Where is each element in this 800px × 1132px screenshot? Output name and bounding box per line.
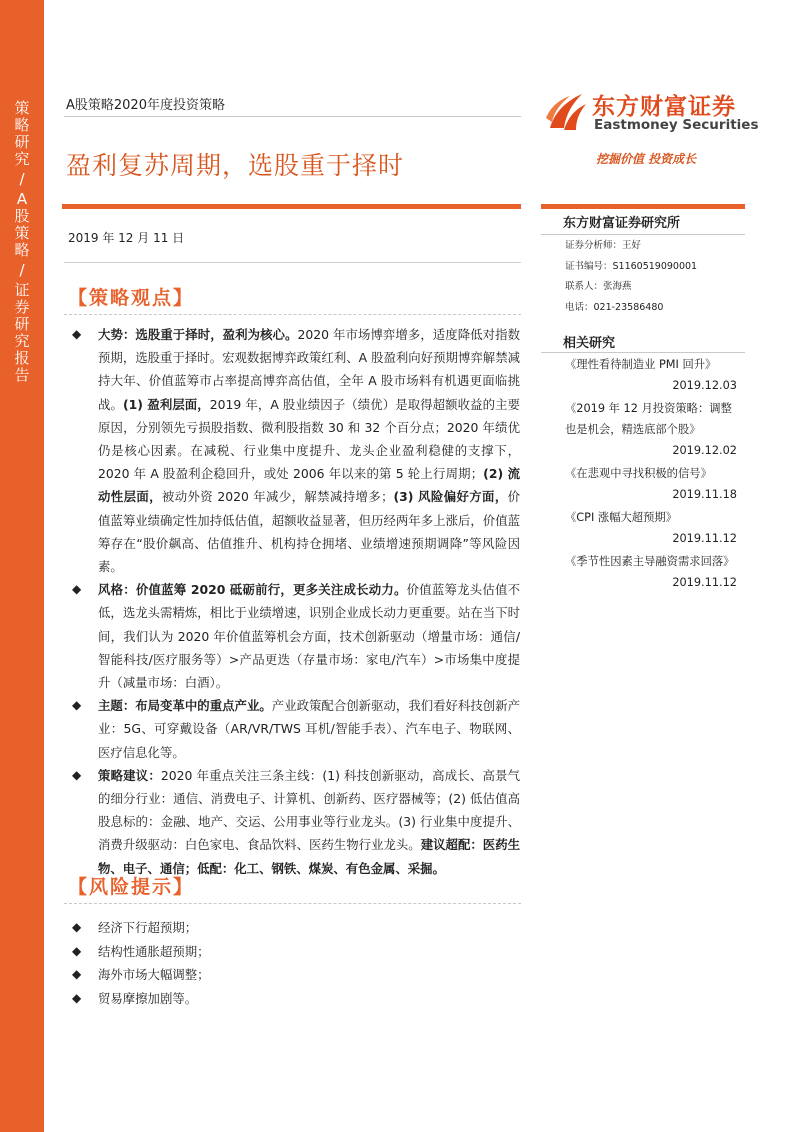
side-char: 告 xyxy=(14,366,30,384)
related-title[interactable]: 《CPI 涨幅大超预期》 xyxy=(565,511,677,524)
list-item xyxy=(72,963,520,987)
bullet-text: 2020 年市场博弈增多，适度降低对指数预期，选股重于择时。宏观数据博弈政策红利、A 股盈利向好预期博弈解禁减持大年、价值蓝筹市占率提高博弈高估值，全年 A 股市场料有机遇更面临挑战。 xyxy=(98,327,520,412)
list-item xyxy=(72,940,520,964)
bullet-text: 价值蓝筹业绩确定性加持低估值，超额收益显著，但历经两年多上涨后，价值蓝筹存在“股价飙高、估值推升、机构持仓拥堵、业绩增速预期调降”等风险因素。 xyxy=(98,489,520,575)
risk-text: 贸易摩擦加剧等。 xyxy=(98,990,198,1006)
bullet-text: 价值蓝筹龙头估值不低，选龙头需精炼，相比于业绩增速，识别企业成长动力更重要。站在当下时间，我们认为 2020 年价值蓝筹机会方面，技术创新驱动（增量市场：通信/智能科技/医疗服务等）>产品更迭（存量市场：家电/汽车）>市场集中度提升（减量市场：白酒）。 xyxy=(98,582,521,691)
list-item xyxy=(72,764,520,880)
side-char: 股 xyxy=(14,207,30,225)
side-char: 研 xyxy=(14,315,30,333)
institute-name: 东方财富证券研究所 xyxy=(563,216,681,231)
diamond-bullet-icon: ◆ xyxy=(72,767,82,782)
risk-list xyxy=(72,916,520,1010)
side-char: 研 xyxy=(14,133,30,151)
bullet-lead: (1) 盈利层面， xyxy=(122,396,210,412)
diamond-bullet-icon: ◆ xyxy=(72,990,82,1005)
list-item[interactable] xyxy=(565,507,743,549)
related-research-list xyxy=(565,354,743,595)
list-item[interactable] xyxy=(565,354,743,396)
diamond-bullet-icon: ◆ xyxy=(72,582,82,597)
bullet-text: 2020 年重点关注三条主线：(1) 科技创新驱动，高成长、高景气的细分行业：通信、消费电子、计算机、创新药、医疗器械等；(2) 低估值高股息标的：金融、地产、交运、公用事业等行业龙头。(3) 行业集中度提升、消费升级驱动：白色家电、食品饮料、医药生物行业龙头。 xyxy=(98,767,520,853)
brand-name-cn: 东方财富证券 xyxy=(592,94,736,120)
list-item xyxy=(72,578,520,694)
related-research-title: 相关研究 xyxy=(563,336,616,351)
report-subtitle: A股策略2020年度投资策略 xyxy=(66,98,225,113)
risk-text: 结构性通胀超预期； xyxy=(98,943,210,959)
risk-text: 经济下行超预期； xyxy=(98,920,198,935)
accent-bar xyxy=(541,204,745,209)
risk-text: 海外市场大幅调整； xyxy=(98,967,210,982)
divider xyxy=(541,234,745,235)
related-date: 2019.12.02 xyxy=(672,444,737,457)
brand-slogan: 挖掘价值 投资成长 xyxy=(596,152,697,166)
diamond-bullet-icon: ◆ xyxy=(72,698,82,713)
flame-logo-icon xyxy=(544,88,588,134)
bullet-text: 被动外资 2020 年减少，解禁减持增多； xyxy=(161,489,394,505)
section-title-strategy: 【策略观点】 xyxy=(68,287,195,309)
side-char: 报 xyxy=(14,349,30,367)
bullet-lead: (3) 风险偏好方面， xyxy=(393,489,508,505)
report-title: 盈利复苏周期，选股重于择时 xyxy=(66,151,405,180)
side-char: 券 xyxy=(14,298,30,316)
side-char: 究 xyxy=(14,150,30,168)
related-date: 2019.12.03 xyxy=(672,379,737,392)
side-char: / xyxy=(19,170,25,188)
phone: 电话：021-23586480 xyxy=(565,301,664,313)
report-date: 2019 年 12 月 11 日 xyxy=(68,231,185,245)
diamond-bullet-icon: ◆ xyxy=(72,967,82,981)
related-date: 2019.11.18 xyxy=(672,488,737,501)
bullet-lead: 策略建议： xyxy=(98,767,161,783)
bullet-text: 产业政策配合创新驱动，我们看好科技创新产业：5G、可穿戴设备（AR/VR/TWS 耳机/智能手表）、汽车电子、物联网、医疗信息化等。 xyxy=(98,698,521,760)
related-title[interactable]: 《在悲观中寻找积极的信号》 xyxy=(565,467,712,480)
diamond-bullet-icon: ◆ xyxy=(72,943,82,958)
list-item[interactable] xyxy=(565,463,743,505)
list-item[interactable] xyxy=(565,398,743,461)
list-item xyxy=(72,987,520,1011)
list-item xyxy=(72,323,520,578)
list-item[interactable] xyxy=(565,551,743,593)
side-vertical-label xyxy=(10,100,34,384)
divider xyxy=(64,314,521,315)
side-char: / xyxy=(19,261,25,279)
list-item xyxy=(72,916,520,940)
side-band xyxy=(0,0,44,1132)
brand-name-en: Eastmoney Securities xyxy=(594,117,759,133)
diamond-bullet-icon: ◆ xyxy=(72,920,82,934)
cert-number: 证书编号：S1160519090001 xyxy=(565,260,698,272)
divider xyxy=(541,352,745,353)
bullet-lead: 建议超配：医药生物、电子、通信；低配：化工、钢铁、煤炭、有色金属、采掘。 xyxy=(98,837,521,876)
bullet-text: 2019 年，A 股业绩因子（绩优）是取得超额收益的主要原因，分别领先亏损股指数、微利股指数 30 和 32 个百分点；2020 年绩优仍是核心因素。在减税、行业集中度提升、龙头企业盈利稳健的支撑下，2020 年 A 股盈利企稳回升，或处 2006 年以来的第 5 轮上行周期； xyxy=(98,396,521,482)
side-char: 究 xyxy=(14,332,30,350)
diamond-bullet-icon: ◆ xyxy=(72,327,82,341)
bullet-lead: (2) 流动性层面， xyxy=(98,466,521,505)
related-date: 2019.11.12 xyxy=(672,532,737,545)
side-char: 证 xyxy=(14,281,30,299)
analyst: 证券分析师：王好 xyxy=(565,240,642,251)
side-char: 策 xyxy=(14,224,30,242)
bullet-lead: 大势：选股重于择时，盈利为核心。 xyxy=(98,327,298,342)
related-title[interactable]: 《理性看待制造业 PMI 回升》 xyxy=(565,358,717,371)
related-title[interactable]: 《2019 年 12 月投资策略：调整也是机会，精选底部个股》 xyxy=(565,402,732,436)
bullet-lead: 风格：价值蓝筹 2020 砥砺前行，更多关注成长动力。 xyxy=(98,582,407,598)
divider xyxy=(64,262,521,263)
section-title-risk: 【风险提示】 xyxy=(68,876,195,898)
institute-info xyxy=(565,236,697,318)
side-char: 略 xyxy=(14,241,30,259)
related-date: 2019.11.12 xyxy=(672,576,737,589)
side-char: A xyxy=(16,190,28,208)
side-char: 策 xyxy=(14,99,30,117)
divider xyxy=(64,903,521,904)
list-item xyxy=(72,694,520,764)
side-char: 略 xyxy=(14,116,30,134)
strategy-bullets xyxy=(72,323,520,880)
divider xyxy=(64,116,521,117)
contact: 联系人：张海燕 xyxy=(565,281,632,292)
bullet-lead: 主题：布局变革中的重点产业。 xyxy=(98,698,272,714)
accent-bar xyxy=(62,204,521,209)
related-title[interactable]: 《季节性因素主导融资需求回落》 xyxy=(565,555,735,568)
